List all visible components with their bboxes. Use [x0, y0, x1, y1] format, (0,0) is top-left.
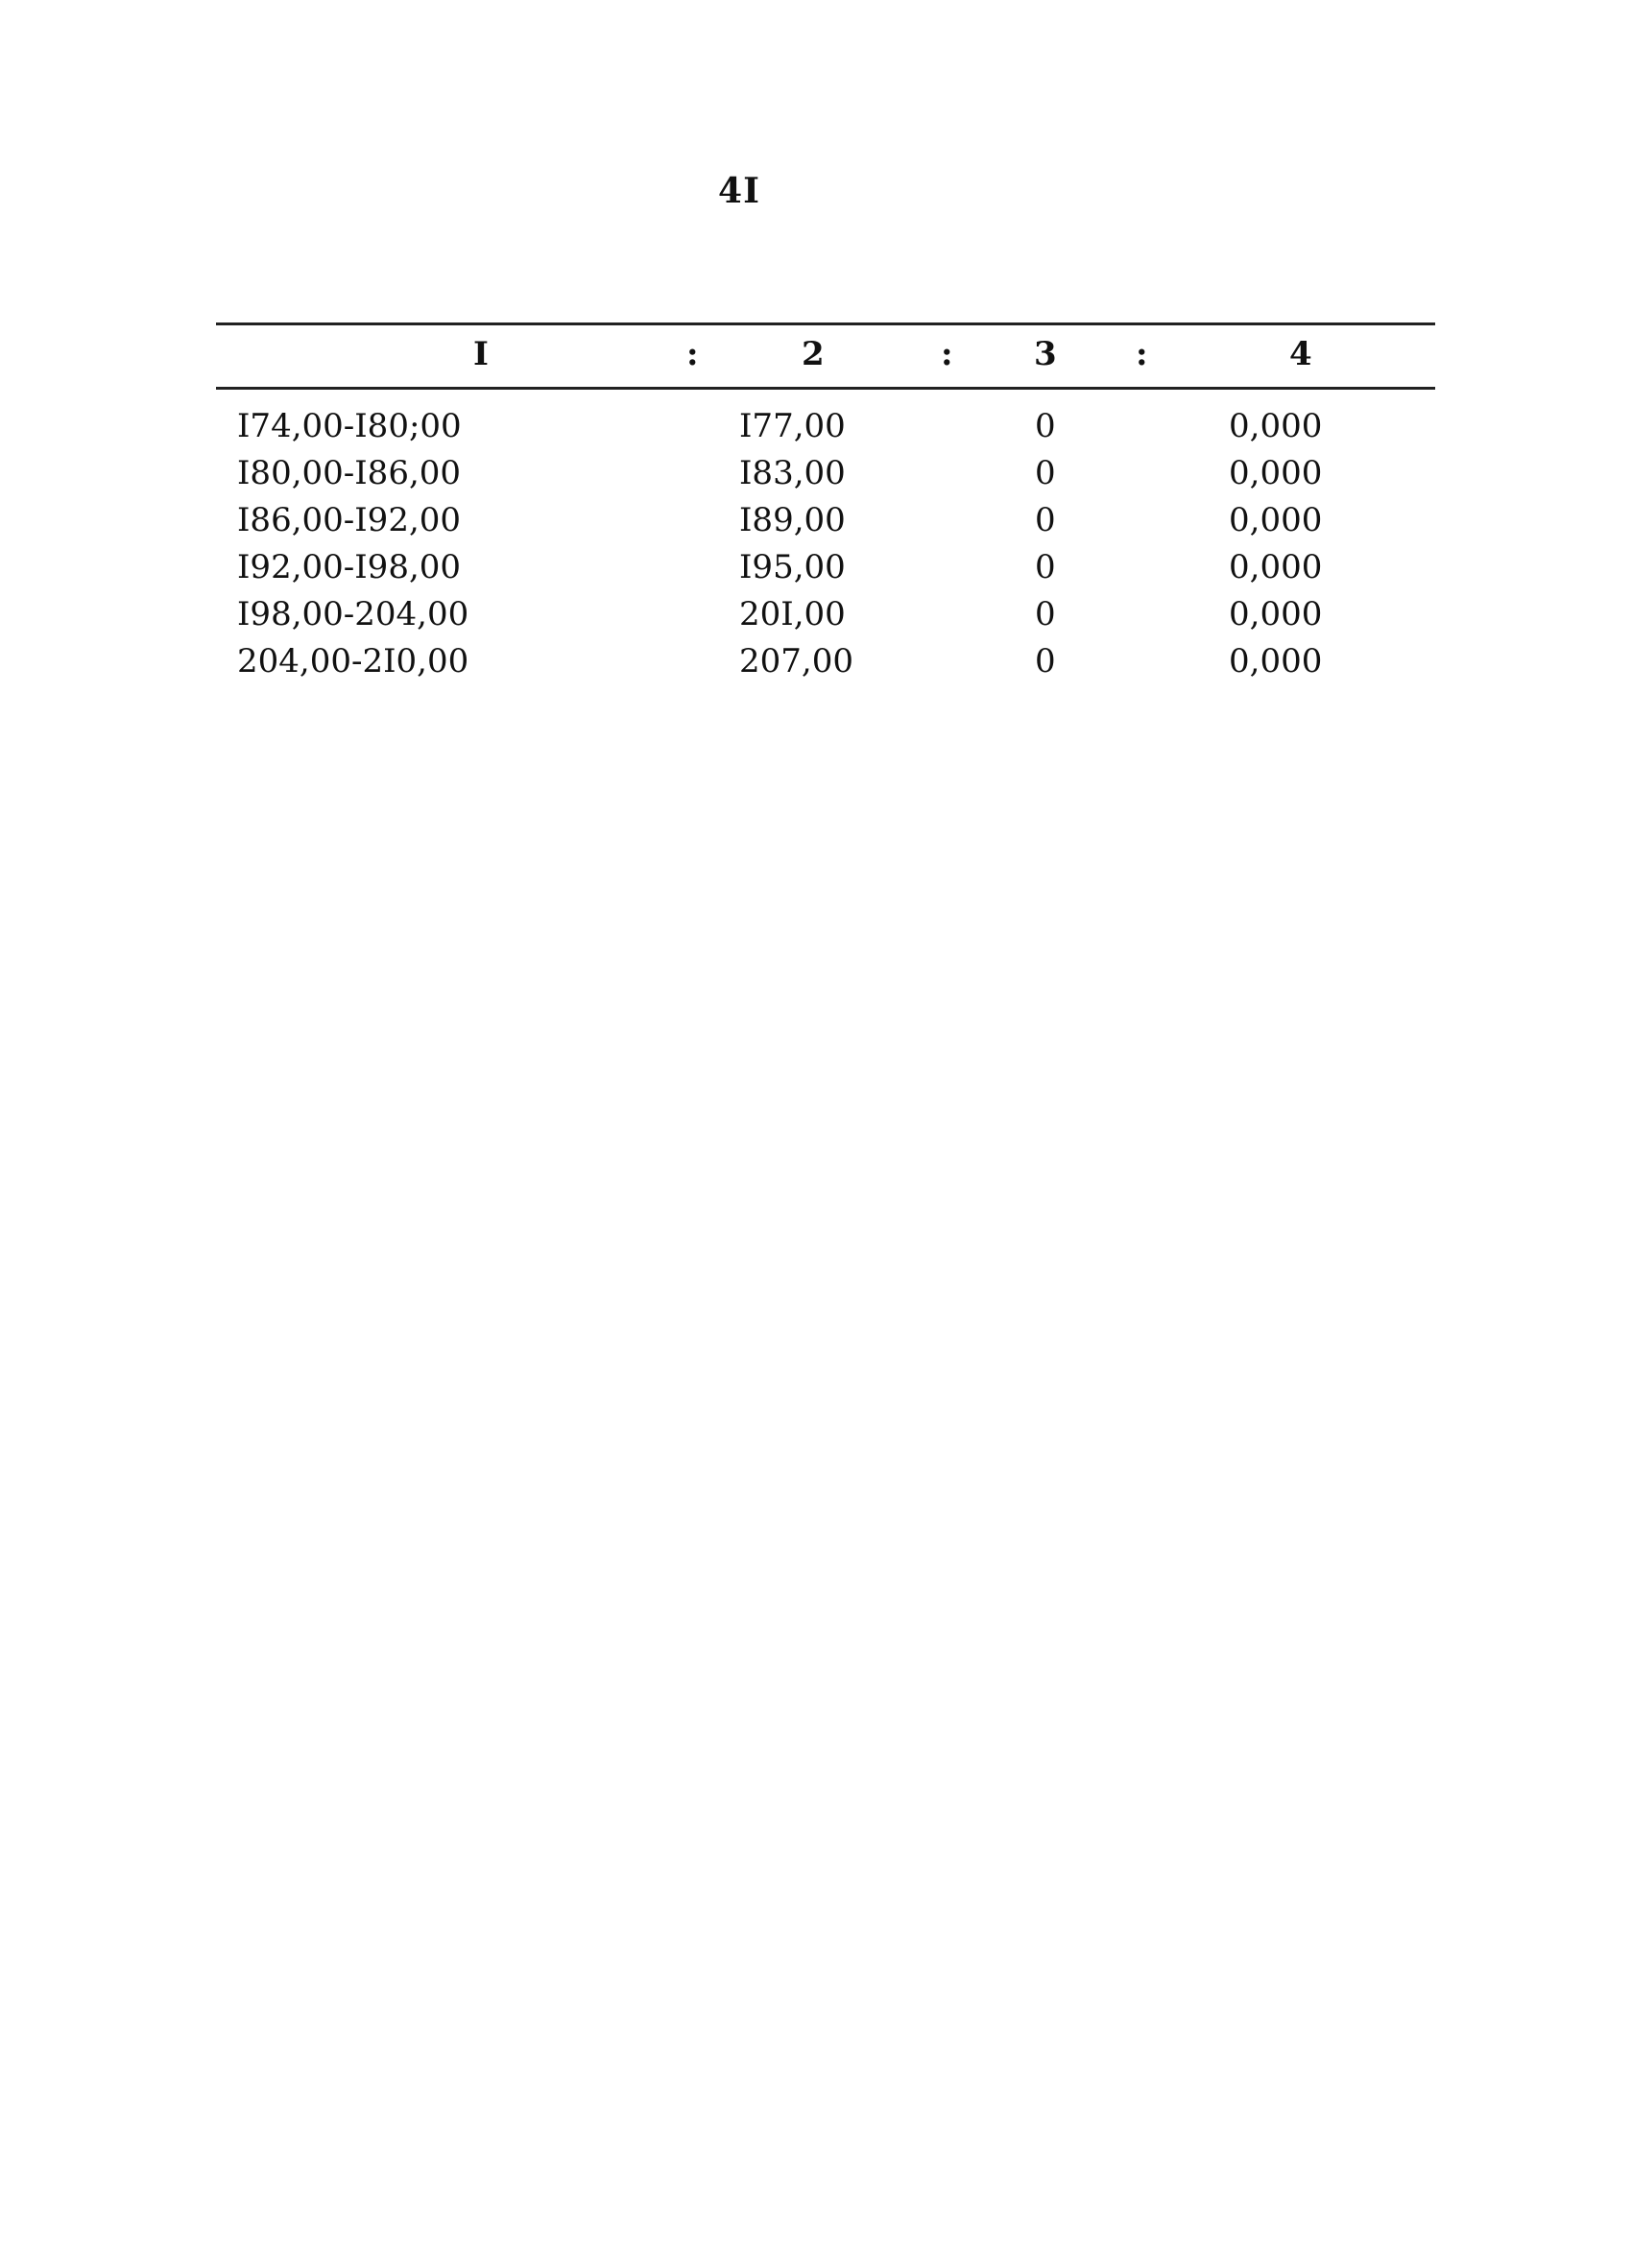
cell-frequency: 0,000: [1229, 501, 1323, 539]
table-header-rule: [216, 387, 1435, 390]
header-col-2: 2: [802, 335, 825, 373]
cell-frequency: 0,000: [1229, 642, 1323, 680]
table-row: [216, 407, 1435, 454]
cell-interval: I98,00-204,00: [237, 595, 469, 633]
header-separator-2: :: [941, 335, 953, 373]
header-col-3: 3: [1034, 335, 1057, 373]
header-separator-3: :: [1136, 335, 1148, 373]
cell-interval: I86,00-I92,00: [237, 501, 462, 539]
cell-count: 0: [1035, 595, 1056, 633]
cell-count: 0: [1035, 642, 1056, 680]
cell-interval: I80,00-I86,00: [237, 454, 462, 492]
cell-midpoint: I89,00: [739, 501, 846, 539]
header-col-1: I: [473, 335, 489, 373]
cell-count: 0: [1035, 454, 1056, 492]
table-row: [216, 642, 1435, 689]
table-top-rule: [216, 322, 1435, 325]
cell-frequency: 0,000: [1229, 548, 1323, 586]
cell-count: 0: [1035, 548, 1056, 586]
cell-midpoint: I77,00: [739, 407, 846, 445]
table-row: [216, 501, 1435, 548]
data-table: [216, 322, 1435, 689]
table-row: [216, 454, 1435, 501]
table-header-row: [216, 335, 1435, 377]
cell-interval: 204,00-2I0,00: [237, 642, 469, 680]
cell-frequency: 0,000: [1229, 407, 1323, 445]
header-col-4: 4: [1289, 335, 1312, 373]
cell-frequency: 0,000: [1229, 454, 1323, 492]
cell-interval: I92,00-I98,00: [237, 548, 462, 586]
page-number: 4I: [718, 171, 760, 211]
cell-midpoint: I83,00: [739, 454, 846, 492]
cell-midpoint: 207,00: [739, 642, 853, 680]
table-row: [216, 595, 1435, 642]
cell-count: 0: [1035, 407, 1056, 445]
cell-count: 0: [1035, 501, 1056, 539]
cell-midpoint: 20I,00: [739, 595, 846, 633]
cell-midpoint: I95,00: [739, 548, 846, 586]
cell-frequency: 0,000: [1229, 595, 1323, 633]
table-row: [216, 548, 1435, 595]
cell-interval: I74,00-I80;00: [237, 407, 462, 445]
header-separator-1: :: [686, 335, 699, 373]
